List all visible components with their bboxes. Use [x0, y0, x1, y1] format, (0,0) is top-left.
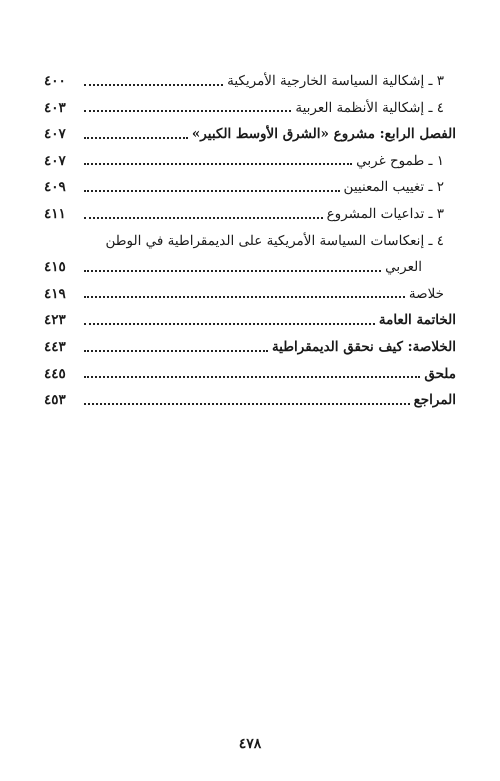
- toc-entry-page: ٤٢٣: [44, 312, 66, 329]
- toc-entry-title: خلاصة: [408, 285, 444, 302]
- toc-entry-page: ٤١٩: [44, 285, 66, 302]
- toc-chapter-entry: [44, 328, 456, 355]
- toc-entry: [44, 89, 456, 116]
- toc-entry-line1: [44, 222, 456, 249]
- toc-chapter-entry: [44, 381, 456, 408]
- toc-entry-title: المراجع: [413, 392, 456, 409]
- toc-entry-title: ملحق: [424, 365, 456, 382]
- dot-leader: [84, 350, 268, 352]
- dot-leader: [84, 84, 223, 86]
- dot-leader: [84, 217, 323, 219]
- toc-entry-page: ٤٠٧: [44, 126, 66, 143]
- dot-leader: [84, 270, 381, 272]
- toc-entry: [44, 142, 456, 169]
- toc-entry-title-continued: العربي: [385, 259, 422, 276]
- toc-entry-page: ٤١٥: [44, 259, 66, 276]
- toc-entry-page: ٤٥٣: [44, 392, 66, 409]
- toc-entry-title: ٣ ـ تداعيات المشروع: [326, 206, 444, 223]
- toc-entry-page: ٤٠٩: [44, 179, 66, 196]
- toc-entry-title: ٢ ـ تغييب المعنيين: [343, 179, 444, 196]
- toc-entry-title: الفصل الرابع: مشروع «الشرق الأوسط الكبير»: [191, 126, 456, 143]
- dot-leader: [84, 163, 352, 165]
- dot-leader: [84, 110, 291, 112]
- dot-leader: [84, 403, 410, 405]
- toc-chapter-entry: [44, 115, 456, 142]
- toc-chapter-entry: [44, 301, 456, 328]
- toc-entry-title: الخاتمة العامة: [378, 312, 456, 329]
- toc-entry-page: ٤٠٣: [44, 99, 66, 116]
- dot-leader: [84, 323, 375, 325]
- toc-entry-page: ٤٤٥: [44, 365, 66, 382]
- toc-entry: [44, 168, 456, 195]
- toc-entry-page: ٤٠٠: [44, 73, 66, 90]
- dot-leader: [84, 296, 405, 298]
- page-number-footer: ٤٧٨: [238, 736, 262, 752]
- table-of-contents: [44, 62, 456, 408]
- toc-entry-title: ٣ ـ إشكالية السياسة الخارجية الأمريكية: [227, 73, 444, 90]
- toc-entry-title: ٤ ـ إشكالية الأنظمة العربية: [295, 99, 444, 116]
- toc-entry-title: ٤ ـ إنعكاسات السياسة الأمريكية على الديمقراطية في الوطن: [105, 232, 444, 249]
- toc-entry-page: ٤١١: [44, 206, 66, 223]
- toc-entry: [44, 195, 456, 222]
- toc-entry-line2: [44, 248, 456, 275]
- dot-leader: [84, 190, 340, 192]
- toc-entry: [44, 62, 456, 89]
- dot-leader: [84, 376, 420, 378]
- toc-entry-page: ٤٤٣: [44, 339, 66, 356]
- toc-entry-title: الخلاصة: كيف نحقق الديمقراطية: [271, 339, 456, 356]
- dot-leader: [84, 137, 188, 139]
- toc-entry-page: ٤٠٧: [44, 152, 66, 169]
- toc-chapter-entry: [44, 355, 456, 382]
- toc-entry: [44, 275, 456, 302]
- toc-entry-title: ١ ـ طموح غربي: [356, 152, 444, 169]
